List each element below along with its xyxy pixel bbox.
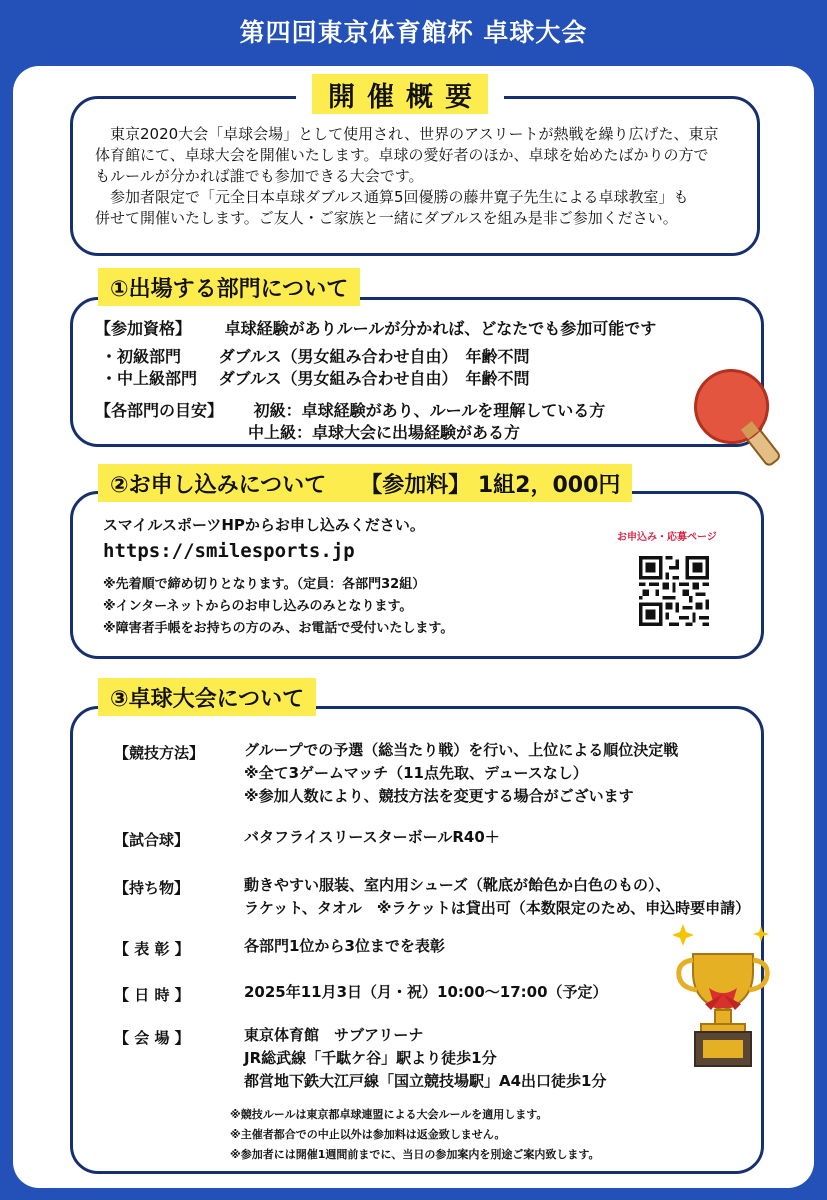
beginner-value: ダブルス（男女組み合わせ自由） 年齢不問: [218, 347, 530, 366]
application-fee: 【参加料】 1組2，000円: [360, 472, 621, 498]
award-label: 【 表 彰 】: [114, 940, 190, 958]
application-url[interactable]: https://smilesports.jp: [103, 540, 355, 562]
method-line: グループでの予選（総当たり戦）を行い、上位による順位決定戦: [244, 741, 679, 759]
tournament-heading: ③卓球大会について: [98, 678, 316, 716]
application-note: ※インターネットからのお申し込みのみとなります。: [103, 599, 413, 614]
advanced-label: ・中上級部門: [101, 369, 198, 388]
qr-code-icon[interactable]: [639, 556, 709, 626]
ball-value: バタフライスリースターボールR40＋: [244, 828, 500, 846]
award-value: 各部門1位から3位までを表彰: [244, 937, 445, 955]
venue-value: [244, 1024, 607, 1093]
overview-line: 参加者限定で「元全日本卓球ダブルス通算5回優勝の藤井寛子先生による卓球教室」も: [110, 188, 689, 206]
ball-label: 【試合球】: [114, 831, 190, 849]
flyer-sheet: [13, 66, 814, 1188]
application-note: ※障害者手帳をお持ちの方のみ、お電話で受付いたします。: [103, 621, 454, 636]
overview-line: 東京2020大会「卓球会場」として使用され、世界のアスリートが熱戦を繰り広げた、東京: [110, 125, 719, 143]
method-line: ※全て3ゲームマッチ（11点先取、デュースなし）: [244, 764, 588, 782]
note-line: ※参加者には開催1週間前までに、当日の参加案内を別途ご案内致します。: [230, 1148, 600, 1161]
guide-advanced: 中上級：卓球大会に出場経験がある方: [248, 423, 521, 442]
items-line: 動きやすい服装、室内用シューズ（靴底が飴色か白色のもの）、: [244, 876, 671, 894]
date-label: 【 日 時 】: [114, 986, 190, 1004]
eligibility-row: [95, 316, 656, 339]
date-value: 2025年11月3日（月・祝）10:00～17:00（予定）: [244, 983, 608, 1001]
guide-row: [95, 398, 605, 421]
page-title: 第四回東京体育館杯 卓球大会: [239, 18, 588, 47]
venue-label: 【 会 場 】: [114, 1029, 190, 1047]
beginner-label: ・初級部門: [101, 347, 182, 366]
eligibility-value: 卓球経験がありルールが分かれば、どなたでも参加可能です: [224, 319, 657, 338]
divisions-heading: ①出場する部門について: [98, 268, 360, 306]
application-note: ※先着順で締め切りとなります。（定員：各部門32組）: [103, 577, 426, 592]
method-line: ※参加人数により、競技方法を変更する場合がございます: [244, 787, 634, 805]
application-heading-tab: [98, 464, 632, 502]
page-header: [0, 0, 827, 62]
venue-line: 東京体育館 サブアリーナ: [244, 1026, 424, 1044]
application-heading: ②お申し込みについて: [110, 472, 327, 498]
tournament-heading-tab: [98, 678, 316, 716]
beginner-row: [101, 344, 529, 367]
note-line: ※主催者都合での中止以外は参加料は返金致しません。: [230, 1128, 506, 1141]
application-instruction: スマイルスポーツHPからお申し込みください。: [103, 516, 425, 534]
qr-caption: お申込み・応募ページ: [617, 532, 717, 543]
overview-line: 併せて開催いたします。ご友人・ご家族と一緒にダブルスを組み是非ご参加ください。: [95, 209, 678, 227]
venue-line: JR総武線「千駄ケ谷」駅より徒歩1分: [244, 1049, 497, 1067]
tournament-notes: [230, 1105, 599, 1165]
overview-line: もルールが分かれば誰でも参加できる大会です。: [95, 167, 424, 185]
eligibility-label: 【参加資格】: [95, 319, 192, 338]
overview-text: [95, 124, 718, 229]
ping-pong-paddle-icon: [685, 364, 795, 474]
items-label: 【持ち物】: [114, 879, 190, 897]
overview-line: 体育館にて、卓球大会を開催いたします。卓球の愛好者のほか、卓球を始めたばかりの方で: [95, 146, 709, 164]
advanced-value: ダブルス（男女組み合わせ自由） 年齢不問: [218, 369, 530, 388]
overview-heading: 開催概要: [312, 74, 488, 114]
items-line: ラケット、タオル ※ラケットは貸出可（本数限定のため、申込時要申請）: [244, 899, 751, 917]
overview-heading-tab: [296, 74, 504, 114]
venue-line: 都営地下鉄大江戸線「国立競技場駅」A4出口徒歩1分: [244, 1072, 607, 1090]
method-label: 【競技方法】: [114, 744, 205, 762]
guide-label: 【各部門の目安】: [95, 401, 224, 420]
note-line: ※競技ルールは東京都卓球連盟による大会ルールを適用します。: [230, 1108, 548, 1121]
guide-beginner: 初級：卓球経験があり、ルールを理解している方: [253, 401, 606, 420]
trophy-icon: [663, 914, 783, 1074]
advanced-row: [101, 366, 529, 389]
divisions-heading-tab: [98, 268, 360, 306]
method-value: [244, 739, 678, 808]
